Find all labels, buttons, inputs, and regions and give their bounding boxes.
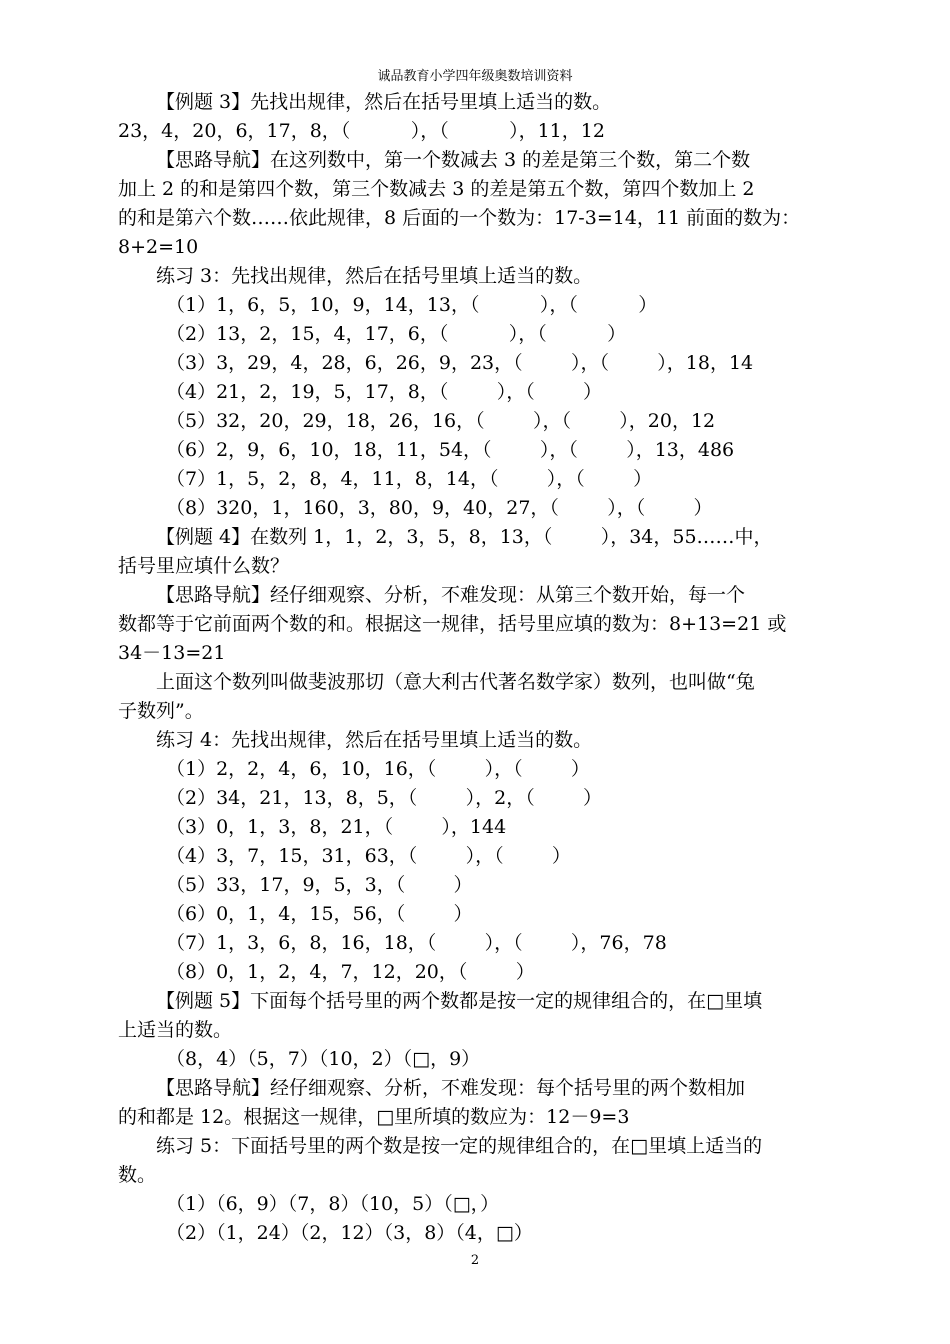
practice-5-heading-cont: 数。 [118, 1164, 157, 1186]
solution-5-line-2: 的和都是 12。根据这一规律，□里所填的数应为：12－9=3 [118, 1106, 630, 1128]
practice-4-item-6: （6）0，1，4，15，56，（ ） [166, 903, 473, 925]
example-5-heading: 【例题 5】下面每个括号里的两个数都是按一定的规律组合的，在□里填 [156, 990, 763, 1012]
document-body [118, 88, 860, 1248]
example-4-heading: 【例题 4】在数列 1，1，2，3，5，8，13，（ ），34，55……中， [156, 526, 773, 548]
practice-4-heading: 练习 4：先找出规律，然后在括号里填上适当的数。 [156, 729, 593, 751]
fibonacci-note-line-2: 子数列”。 [118, 700, 204, 722]
practice-5-item-2: （2）（1，24）（2，12）（3，8）（4，□） [166, 1222, 533, 1244]
practice-3-item-6: （6）2，9，6，10，18，11，54，（ ），（ ），13，486 [166, 439, 735, 461]
practice-4-item-7: （7）1，3，6，8，16，18，（ ），（ ），76，78 [166, 932, 667, 954]
practice-4-item-4: （4）3，7，15，31，63，（ ），（ ） [166, 845, 571, 867]
solution-3-line-2: 加上 2 的和是第四个数，第三个数减去 3 的差是第五个数，第四个数加上 2 [118, 178, 755, 200]
example-4-question: 括号里应填什么数？ [118, 555, 290, 577]
practice-5-item-1: （1）（6，9）（7，8）（10，5）（□，） [166, 1193, 500, 1215]
practice-4-item-3: （3）0，1，3，8，21，（ ），144 [166, 816, 507, 838]
solution-3-line-1: 【思路导航】在这列数中，第一个数减去 3 的差是第三个数，第二个数 [156, 149, 751, 171]
example-5-heading-cont: 上适当的数。 [118, 1019, 233, 1041]
practice-3-item-4: （4）21，2，19，5，17，8，（ ），（ ） [166, 381, 603, 403]
practice-4-item-8: （8）0，1，2，4，7，12，20，（ ） [166, 961, 535, 983]
practice-4-item-1: （1）2，2，4，6，10，16，（ ），（ ） [166, 758, 590, 780]
practice-4-item-2: （2）34，21，13，8，5，（ ），2，（ ） [166, 787, 603, 809]
example-5-pairs: （8，4）（5，7）（10，2）（□，9） [166, 1048, 481, 1070]
solution-4-line-3: 34－13=21 [118, 642, 226, 664]
solution-3-line-3: 的和是第六个数……依此规律，8 后面的一个数为：17-3=14，11 前面的数为： [118, 207, 801, 229]
example-3-heading: 【例题 3】先找出规律，然后在括号里填上适当的数。 [156, 91, 612, 113]
solution-4-line-1: 【思路导航】经仔细观察、分析，不难发现：从第三个数开始，每一个 [156, 584, 746, 606]
fibonacci-note-line-1: 上面这个数列叫做斐波那切（意大利古代著名数学家）数列，也叫做“兔 [156, 671, 755, 693]
example-3-sequence: 23，4，20，6，17，8，（ ），（ ），11，12 [118, 120, 605, 142]
solution-4-line-2: 数都等于它前面两个数的和。根据这一规律，括号里应填的数为：8+13=21 或 [118, 613, 787, 635]
practice-3-item-8: （8）320，1，160，3，80，9，40，27，（ ），（ ） [166, 497, 713, 519]
practice-4-item-5: （5）33，17，9，5，3，（ ） [166, 874, 473, 896]
solution-3-line-4: 8+2=10 [118, 236, 199, 258]
page-number: 2 [470, 1253, 480, 1268]
practice-3-item-7: （7）1，5，2，8，4，11，8，14，（ ），（ ） [166, 468, 653, 490]
practice-3-heading: 练习 3：先找出规律，然后在括号里填上适当的数。 [156, 265, 593, 287]
practice-3-item-1: （1）1，6，5，10，9，14，13，（ ），（ ） [166, 294, 658, 316]
practice-3-item-5: （5）32，20，29，18，26，16，（ ），（ ），20，12 [166, 410, 716, 432]
practice-3-item-2: （2）13，2，15，4，17，6，（ ），（ ） [166, 323, 627, 345]
practice-5-heading: 练习 5：下面括号里的两个数是按一定的规律组合的，在□里填上适当的 [156, 1135, 763, 1157]
solution-5-line-1: 【思路导航】经仔细观察、分析，不难发现：每个括号里的两个数相加 [156, 1077, 746, 1099]
practice-3-item-3: （3）3，29，4，28，6，26，9，23，（ ），（ ），18，14 [166, 352, 754, 374]
page-header: 诚品教育小学四年级奥数培训资料 [377, 69, 573, 84]
